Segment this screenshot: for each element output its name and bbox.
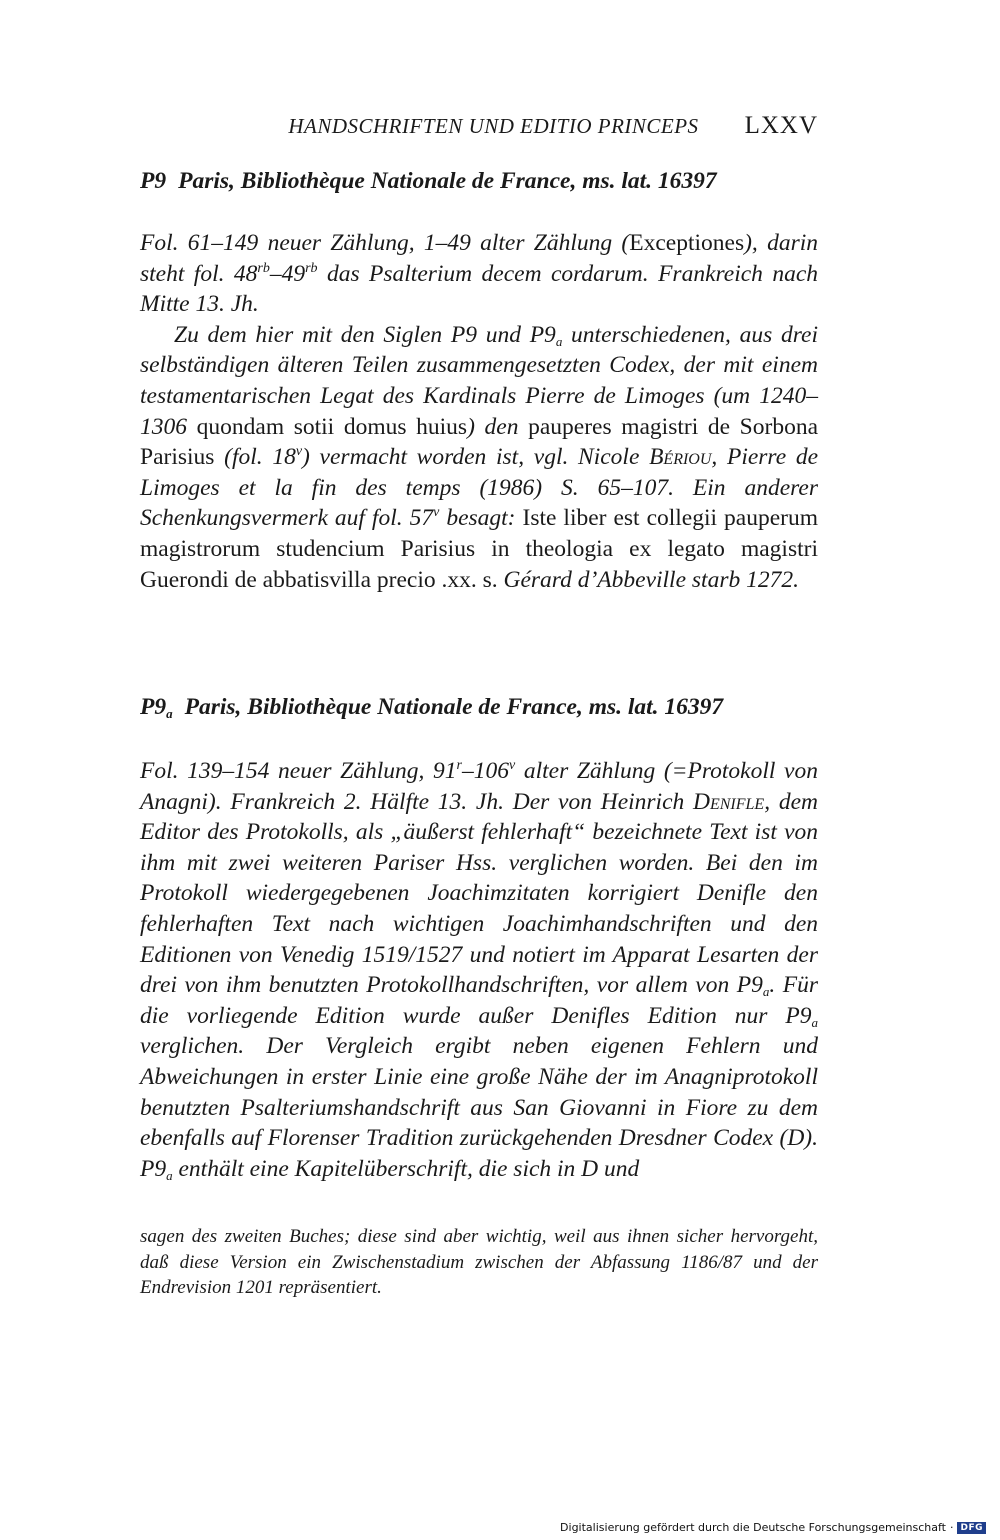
siglum-subscript: a bbox=[166, 706, 173, 721]
text-run: (fol. 18 bbox=[214, 444, 296, 471]
text-run: , Pierre de Limoges et la fin des temps (1986) S. 65–107. Ein anderer Schenkungsvermerk auf fol. 57 bbox=[140, 444, 818, 532]
text-run: unterschiedenen, aus drei selbständigen älteren Teilen zusammengesetzten Codex, der mit einem testamentarischen Legat des Kardinals Pierre de Limoges (um 1240–1306 bbox=[140, 321, 818, 440]
dfg-logo-icon: DFG bbox=[957, 1522, 986, 1534]
siglum-text: P9 bbox=[140, 168, 167, 194]
text-run: Gérard d’Abbeville starb 1272. bbox=[497, 566, 799, 593]
section-title: Paris, Bibliothèque Nationale de France, ms. lat. 16397 bbox=[178, 168, 717, 194]
section-heading bbox=[140, 166, 818, 196]
author-name-small-caps: Denifle bbox=[693, 788, 765, 815]
roman-text-run: Exceptiones bbox=[629, 230, 745, 256]
text-run: enthält eine Kapitelüberschrift, die sich in D und bbox=[172, 1155, 640, 1182]
text-run: das Psalterium decem cordarum. Frankreich nach Mitte 13. Jh. bbox=[140, 260, 818, 318]
siglum-subscript: a bbox=[811, 1014, 818, 1030]
credit-text: Digitalisierung gefördert durch die Deutsche Forschungsgemeinschaft bbox=[560, 1521, 946, 1534]
siglum-subscript: a bbox=[762, 984, 770, 1000]
section-p9-body bbox=[140, 228, 818, 595]
text-run: Fol. 139–154 neuer Zählung, 91 bbox=[140, 758, 457, 784]
text-run: Fol. 61–149 neuer Zählung, 1–49 alter Zählung ( bbox=[140, 230, 630, 256]
paragraph bbox=[140, 228, 818, 320]
paragraph bbox=[140, 320, 818, 595]
text-run: , dem Editor des Protokolls, als „äußerst fehlerhaft“ bezeichnete Text ist von ihm mit zwei weiteren Pariser Hss. verglichen worden. Bei den im Protokoll wiedergegebenen Joachimzitaten korrigiert Denifle den fehlerhaften Text nach wichtigen Joachimhandschriften und den Editionen von Venedig 1519/1527 und notiert im Apparat Lesarten der drei von ihm benutzten Protokollhandschriften, vor allem von P9 bbox=[140, 788, 818, 999]
text-run: ), darin steht fol. 48 bbox=[140, 230, 819, 287]
text-run: –49 bbox=[269, 260, 306, 287]
folio-superscript: v bbox=[508, 758, 516, 773]
folio-superscript: r bbox=[456, 758, 462, 773]
text-run: ) den bbox=[467, 413, 529, 440]
siglum bbox=[140, 694, 173, 720]
author-name-small-caps: Bériou bbox=[649, 444, 712, 471]
roman-text-run: pauperes magistri de Sorbona Parisius bbox=[140, 413, 818, 471]
section-heading-p9a-block bbox=[140, 692, 818, 722]
text-run: Zu dem hier mit den Siglen P9 und P9 bbox=[174, 321, 556, 348]
siglum-text: P9 bbox=[140, 694, 167, 720]
text-run: verglichen. Der Vergleich ergibt neben eigenen Fehlern und Abweichungen in erster Linie eine große Nähe der im Anagniprotokoll benutzten Psalteriumshandschrift aus San Giovanni in Fiore zu dem ebenfalls auf Florenser Tradition zurückgehenden Dresdner Codex (D). P9 bbox=[140, 1033, 818, 1182]
text-run: –106 bbox=[461, 758, 509, 784]
roman-text-run: quondam sotii domus huius bbox=[196, 413, 468, 440]
text-run: ) vermacht worden ist, vgl. Nicole bbox=[302, 444, 650, 471]
running-header bbox=[140, 112, 818, 140]
paragraph bbox=[140, 756, 818, 1184]
folio-superscript: v bbox=[295, 444, 303, 460]
separator-dot: · bbox=[949, 1521, 954, 1534]
folio-superscript: v bbox=[433, 505, 440, 521]
section-title: Paris, Bibliothèque Nationale de France, ms. lat. 16397 bbox=[184, 694, 724, 720]
digitization-credit bbox=[560, 1521, 986, 1534]
section-p9a-body bbox=[140, 756, 818, 1184]
section-heading-p9-block bbox=[140, 166, 818, 196]
siglum-subscript: a bbox=[555, 333, 563, 349]
running-title: HANDSCHRIFTEN UND EDITIO PRINCEPS bbox=[288, 114, 699, 138]
section-heading bbox=[140, 692, 818, 722]
siglum bbox=[140, 168, 166, 194]
folio-superscript: rb bbox=[305, 260, 318, 276]
roman-text-run: Iste liber est collegii pauperum magistrorum studencium Parisius in theologia ex legato magistri Guerondi de abbatisvilla precio .xx. s. bbox=[140, 505, 819, 593]
page-number: LXXV bbox=[744, 112, 818, 139]
folio-superscript: rb bbox=[257, 260, 270, 276]
siglum-subscript: a bbox=[166, 1167, 173, 1183]
text-run: . Für die vorliegende Edition wurde außer Denifles Edition nur P9 bbox=[140, 972, 819, 1029]
text-run: besagt: bbox=[439, 505, 523, 532]
footnote: sagen des zweiten Buches; diese sind aber wichtig, weil aus ihnen sicher hervorgeht, daß diese Version ein Zwischenstadium zwischen der Abfassung 1186/87 und der Endrevision 1201 repräsentiert. bbox=[140, 1226, 818, 1298]
text-run: alter Zählung (=Protokoll von Anagni). Frankreich 2. Hälfte 13. Jh. Der von Heinrich bbox=[140, 758, 818, 815]
